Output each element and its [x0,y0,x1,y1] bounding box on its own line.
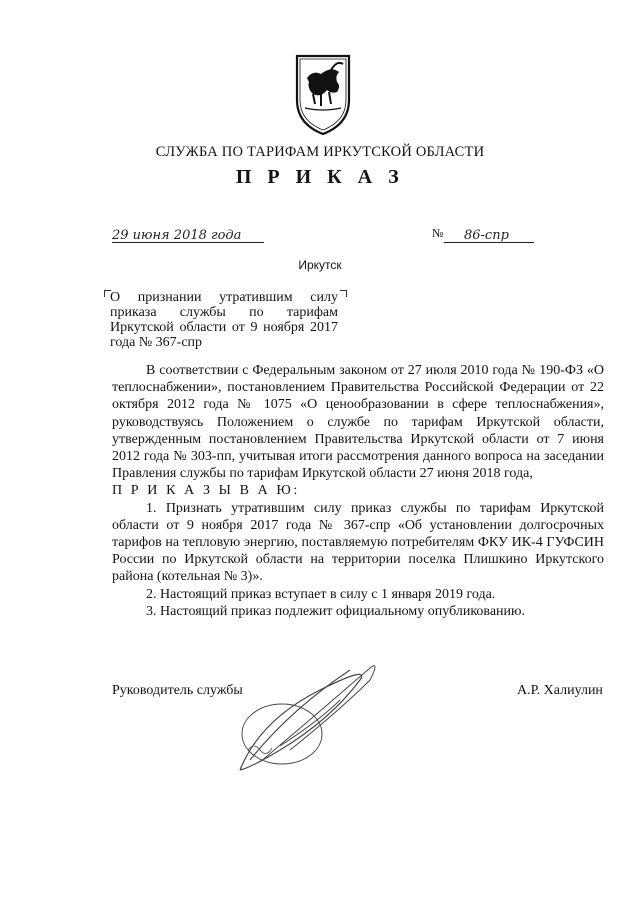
handwritten-signature [220,650,400,780]
number-label: № [432,226,444,240]
signatory-name: А.Р. Халиулин [517,683,603,698]
number-field [444,226,534,243]
handwritten-number: 86-спр [464,228,509,243]
subject-corner-right [340,290,347,297]
document-subject: О признании утратившим силу приказа службы по тарифам Иркутской области от 9 ноября 2017 года № 367-спр [110,290,338,350]
order-item-3: 3. Настоящий приказ подлежит официальному опубликованию. [146,603,525,619]
date-field [112,226,264,243]
order-word: П Р И К А З Ы В А Ю: [112,483,300,499]
coat-of-arms-icon [291,48,355,138]
order-item-2: 2. Настоящий приказ вступает в силу с 1 января 2019 года. [146,586,496,602]
signatory-title: Руководитель службы [112,683,243,698]
document-type-title: П Р И К А З [235,166,405,188]
agency-name: СЛУЖБА ПО ТАРИФАМ ИРКУТСКОЙ ОБЛАСТИ [155,144,485,160]
order-item-1: 1. Признать утратившим силу приказ службы по тарифам Иркутской области от 9 ноября 2017 года № 367-спр «Об установлении долгосрочных тарифов на тепловую энергию, поставляемую потребителям ФКУ ИК-4 ГУФСИН России по Иркутской области на территории поселка Плишкино Иркутского района (котельная № 3)». [112,500,604,585]
handwritten-date: 29 июня 2018 года [112,228,242,243]
document-body [112,362,604,620]
preamble-paragraph: В соответствии с Федеральным законом от 27 июля 2010 года № 190-ФЗ «О теплоснабжении», постановлением Правительства Российской Федерации от 22 октября 2012 года № 1075 «О ценообразовании в сфере теплоснабжения», руководствуясь Положением о службе по тарифам Иркутской области, утвержденным постановлением Правительства Иркутской области от 7 июня 2012 года № 303-пп, учитывая итоги рассмотрения данного вопроса на заседании Правления службы по тарифам Иркутской области 27 июня 2018 года, [112,363,604,482]
city-name: Иркутск [298,258,342,272]
